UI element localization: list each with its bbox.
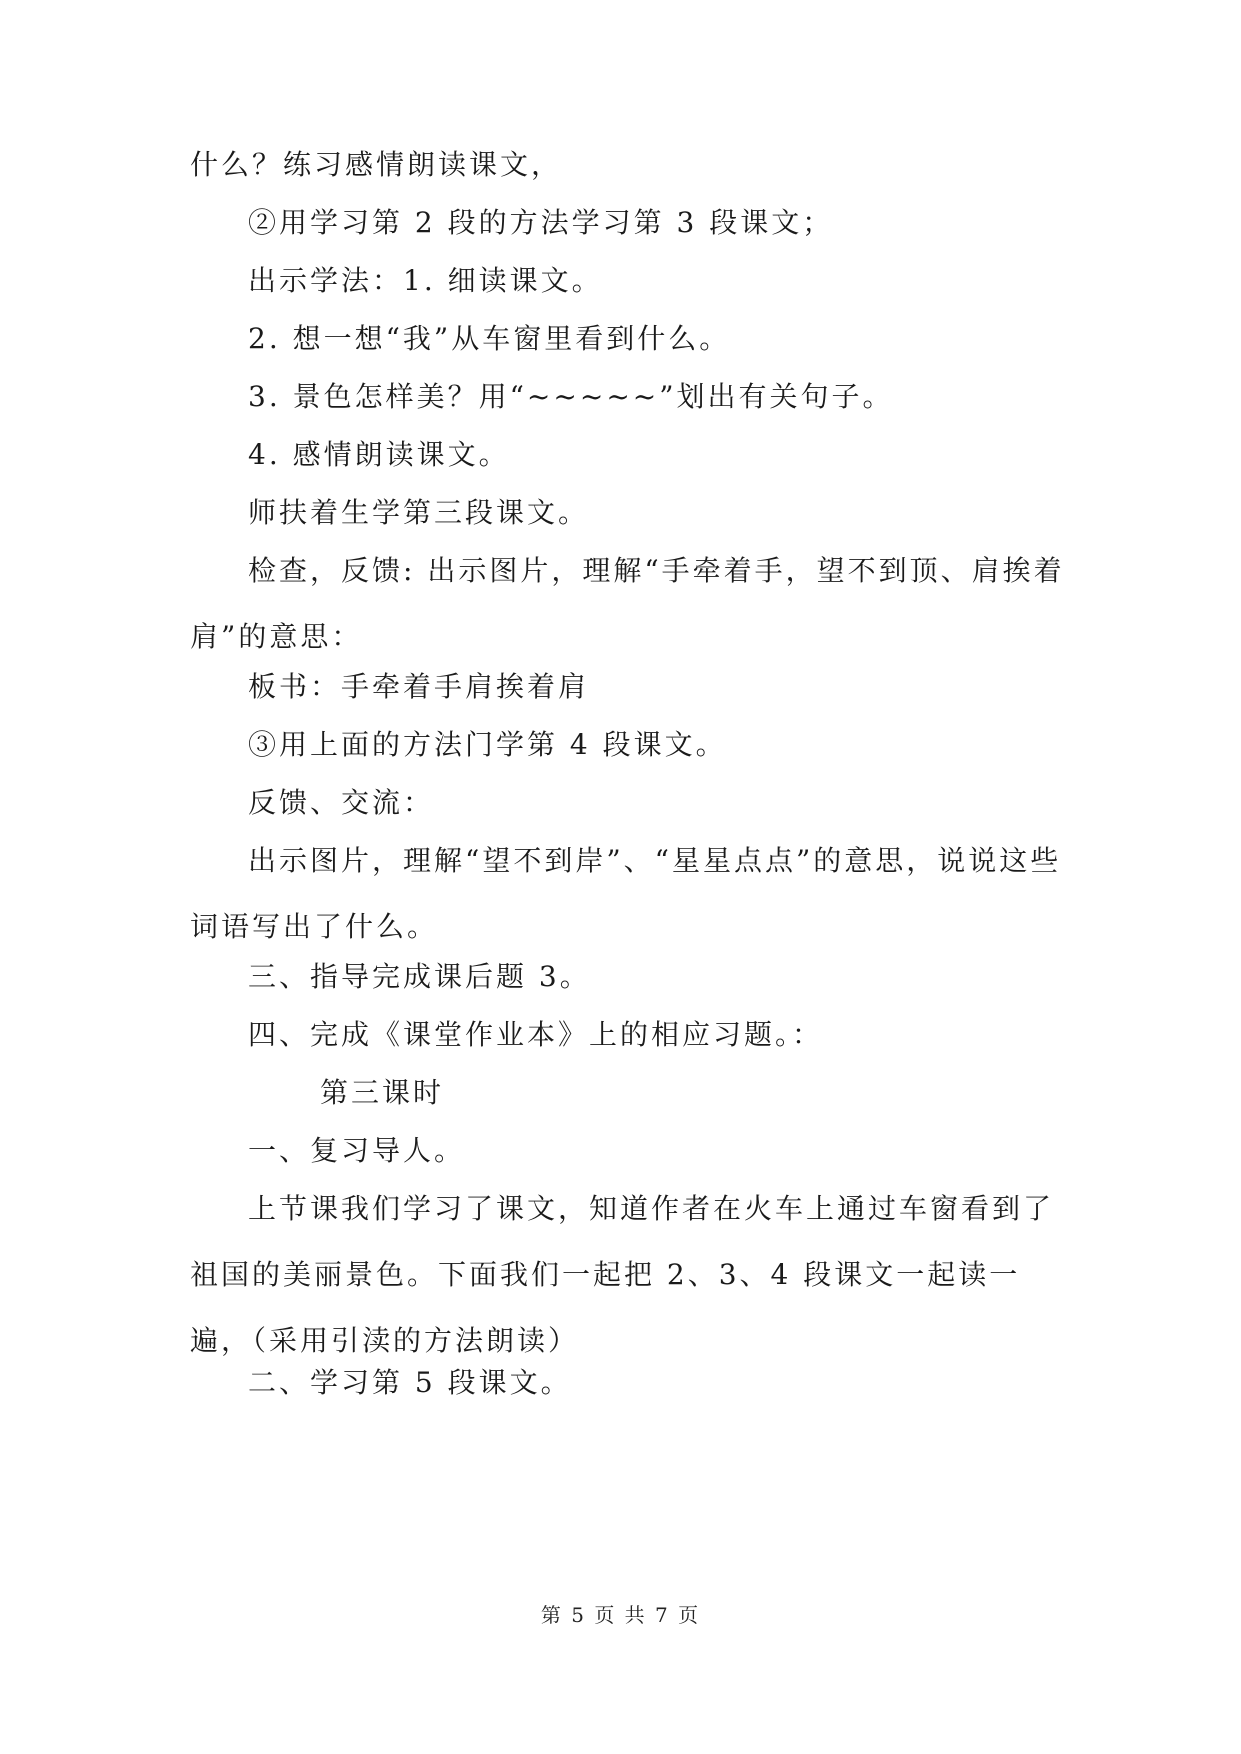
paragraph-continuation: 什么？练习感情朗读课文， <box>190 148 563 181</box>
paragraph-method: 出示学法：1. 细读课文。 <box>248 264 603 297</box>
paragraph-teacher-guides: 师扶着生学第三段课文。 <box>248 496 590 529</box>
paragraph-feedback: 反馈、交流： <box>248 786 435 819</box>
paragraph-review: 一、复习导人。 <box>248 1134 466 1167</box>
paragraph-step-3: ③用上面的方法门学第 4 段课文。 <box>248 728 727 761</box>
paragraph-show-pictures: 出示图片，理解“望不到岸”、“星星点点”的意思，说说这些词语写出了什么。 <box>190 844 1062 943</box>
paragraph-section-3: 三、指导完成课后题 3。 <box>248 960 591 993</box>
paragraph-step-2: ②用学习第 2 段的方法学习第 3 段课文； <box>248 206 834 239</box>
paragraph-check-feedback: 检查，反馈: 出示图片，理解“手牵着手，望不到顶、肩挨着肩”的意思： <box>190 554 1065 653</box>
paragraph-section-5: 二、学习第 5 段课文。 <box>248 1366 572 1399</box>
paragraph-method-4: 4. 感情朗读课文。 <box>248 438 510 471</box>
paragraph-last-lesson: 上节课我们学习了课文，知道作者在火车上通过车窗看到了祖国的美丽景色。下面我们一起把 2、3、4 段课文一起读一遍，（采用引渎的方法朗读） <box>190 1192 1055 1357</box>
paragraph-method-2: 2. 想一想“我”从车窗里看到什么。 <box>248 322 731 355</box>
paragraph-section-4: 四、完成《课堂作业本》上的相应习题。： <box>248 1018 824 1051</box>
paragraph-blackboard: 板书：手牵着手肩挨着肩 <box>248 670 590 703</box>
lesson-heading: 第三课时 <box>320 1076 445 1109</box>
paragraph-method-3: 3. 景色怎样美？用“~~~~~”划出有关句子。 <box>248 380 894 413</box>
page-number: 第 5 页 共 7 页 <box>540 1603 701 1627</box>
